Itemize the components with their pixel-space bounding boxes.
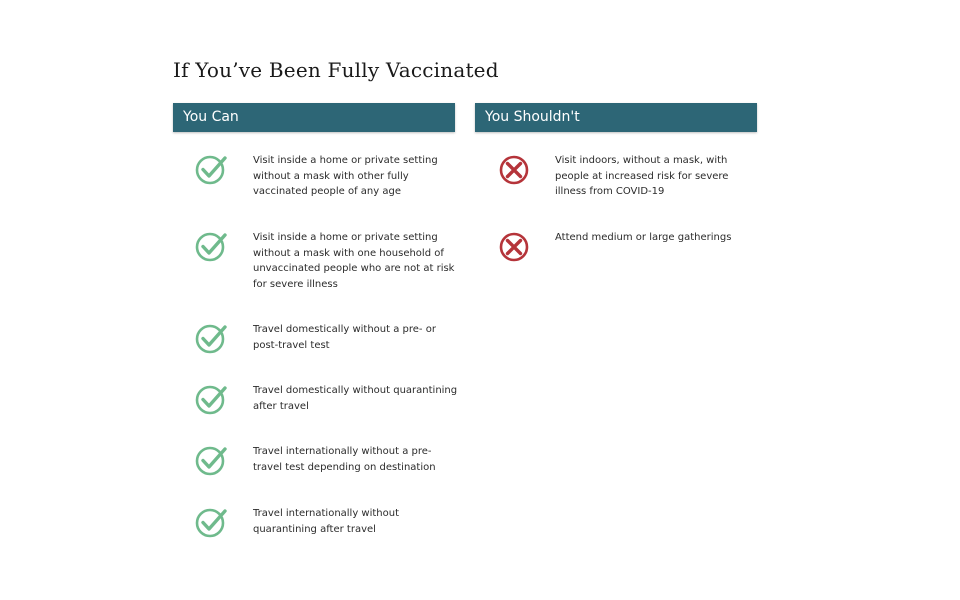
you-can-column	[173, 103, 458, 535]
check-circle-icon	[195, 230, 229, 264]
you-shouldnt-column	[475, 103, 757, 243]
item-text: Visit inside a home or private setting without a mask with one household of unvaccinated people who are not at risk for severe illness	[253, 232, 455, 290]
check-circle-icon	[195, 506, 229, 540]
you-shouldnt-header: You Shouldn't	[475, 103, 757, 132]
check-circle-icon	[195, 383, 229, 417]
check-circle-icon	[195, 444, 229, 478]
item-text: Visit indoors, without a mask, with people at increased risk for severe illness from COVID-19	[555, 155, 729, 197]
x-circle-icon	[497, 230, 531, 264]
check-circle-icon	[195, 153, 229, 187]
item-text: Visit inside a home or private setting without a mask with other fully vaccinated people of any age	[253, 155, 438, 197]
item-text: Attend medium or large gatherings	[555, 232, 732, 243]
page-title: If You’ve Been Fully Vaccinated	[173, 58, 499, 82]
you-can-header: You Can	[173, 103, 455, 132]
item-text: Travel domestically without a pre- or post-travel test	[253, 324, 436, 351]
item-text: Travel domestically without quarantining after travel	[253, 385, 458, 412]
check-circle-icon	[195, 322, 229, 356]
x-circle-icon	[497, 153, 531, 187]
item-text: Travel internationally without quarantining after travel	[253, 508, 400, 535]
item-text: Travel internationally without a pre-travel test depending on destination	[253, 446, 436, 473]
